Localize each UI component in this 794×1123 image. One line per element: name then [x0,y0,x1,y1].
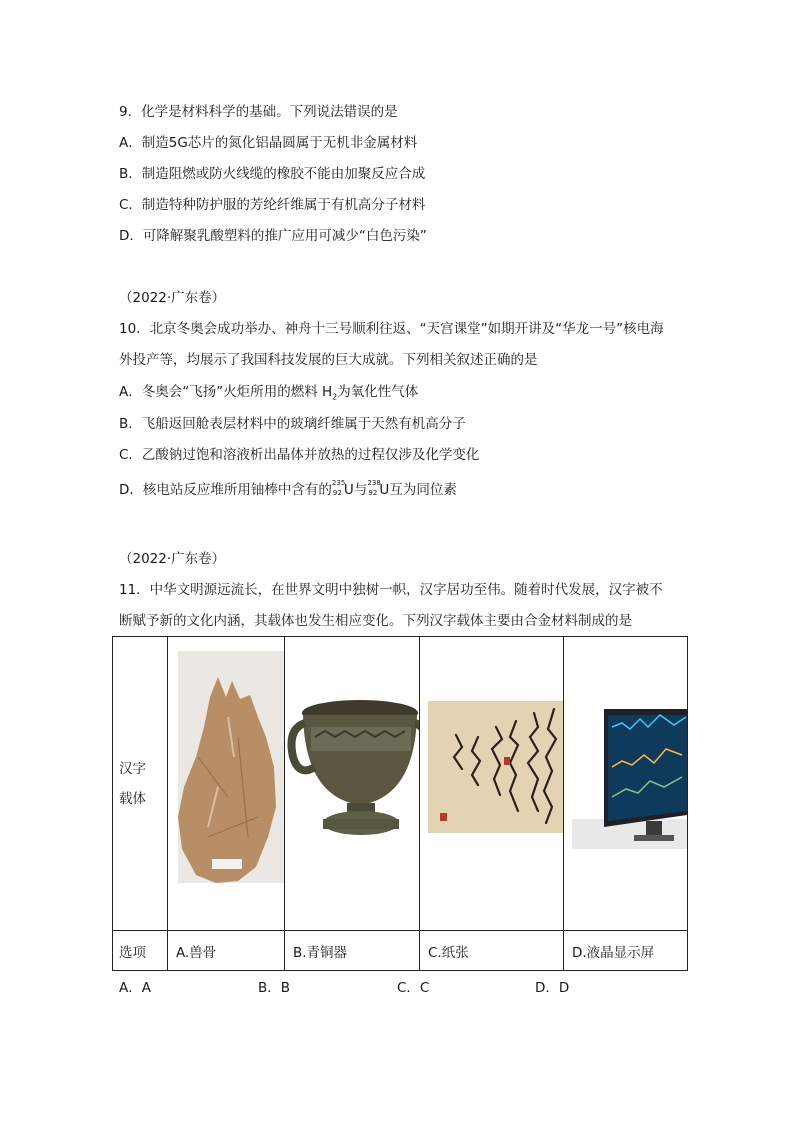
options-header: 选项 [113,931,168,971]
carrier-header: 汉字 载体 [113,637,168,931]
q9-option-a: A．制造5G芯片的氮化铝晶圆属于无机非金属材料 [119,135,418,151]
q10-option-d: D．核电站反应堆所用铀棒中含有的 235 92 U 与 238 92 U 互为同位素 [119,479,457,498]
answer-c: C．C [397,980,430,996]
bone-image-cell [168,637,285,931]
q10-option-c: C．乙酸钠过饱和溶液析出晶体并放热的过程仅涉及化学变化 [119,447,480,463]
paper-image-cell [420,637,564,931]
calligraphy-paper-image [420,637,563,930]
q9-option-c: C．制造特种防护服的芳纶纤维属于有机高分子材料 [119,197,426,213]
q10-stem-line1: 10．北京冬奥会成功举办、神舟十三号顺利往返、“天宫课堂”如期开讲及“华龙一号”核电海 [119,321,664,337]
isotope-u235: 235 92 U [331,479,354,498]
q11-source: （2022·广东卷） [119,551,226,567]
lcd-image-cell [564,637,688,931]
q10-option-b: B．飞船返回舱表层材料中的玻璃纤维属于天然有机高分子 [119,416,466,432]
q11-answer-choices [119,978,679,998]
answer-d: D．D [535,980,570,996]
isotope-u238: 238 92 U [367,479,390,498]
bronze-vessel-image [285,637,419,930]
option-b-cell: B.青铜器 [285,931,420,971]
answer-a: A．A [119,980,151,996]
q10-option-a: A．冬奥会“飞扬”火炬所用的燃料 $H_2$为氧化性气体 [119,384,419,402]
q9-option-b: B．制造阻燃或防火线缆的橡胶不能由加聚反应合成 [119,166,426,182]
bronze-image-cell [285,637,420,931]
lcd-monitor-image [564,637,687,930]
q10-stem-line2: 外投产等，均展示了我国科技发展的巨大成就。下列相关叙述正确的是 [119,352,538,368]
q11-stem-line1: 11．中华文明源远流长，在世界文明中独树一帜，汉字居功至伟。随着时代发展，汉字被不 [119,582,663,598]
option-d-cell: D.液晶显示屏 [564,931,688,971]
oracle-bone-image [168,637,284,930]
answer-b: B．B [258,980,291,996]
q9-option-d: D．可降解聚乳酸塑料的推广应用可减少“白色污染” [119,228,427,244]
q10-source: （2022·广东卷） [119,290,226,306]
q11-stem-line2: 断赋予新的文化内涵，其载体也发生相应变化。下列汉字载体主要由合金材料制成的是 [119,613,632,629]
carrier-table [112,636,688,971]
option-a-cell: A.兽骨 [168,931,285,971]
option-c-cell: C.纸张 [420,931,564,971]
q9-stem: 9．化学是材料科学的基础。下列说法错误的是 [119,104,398,120]
